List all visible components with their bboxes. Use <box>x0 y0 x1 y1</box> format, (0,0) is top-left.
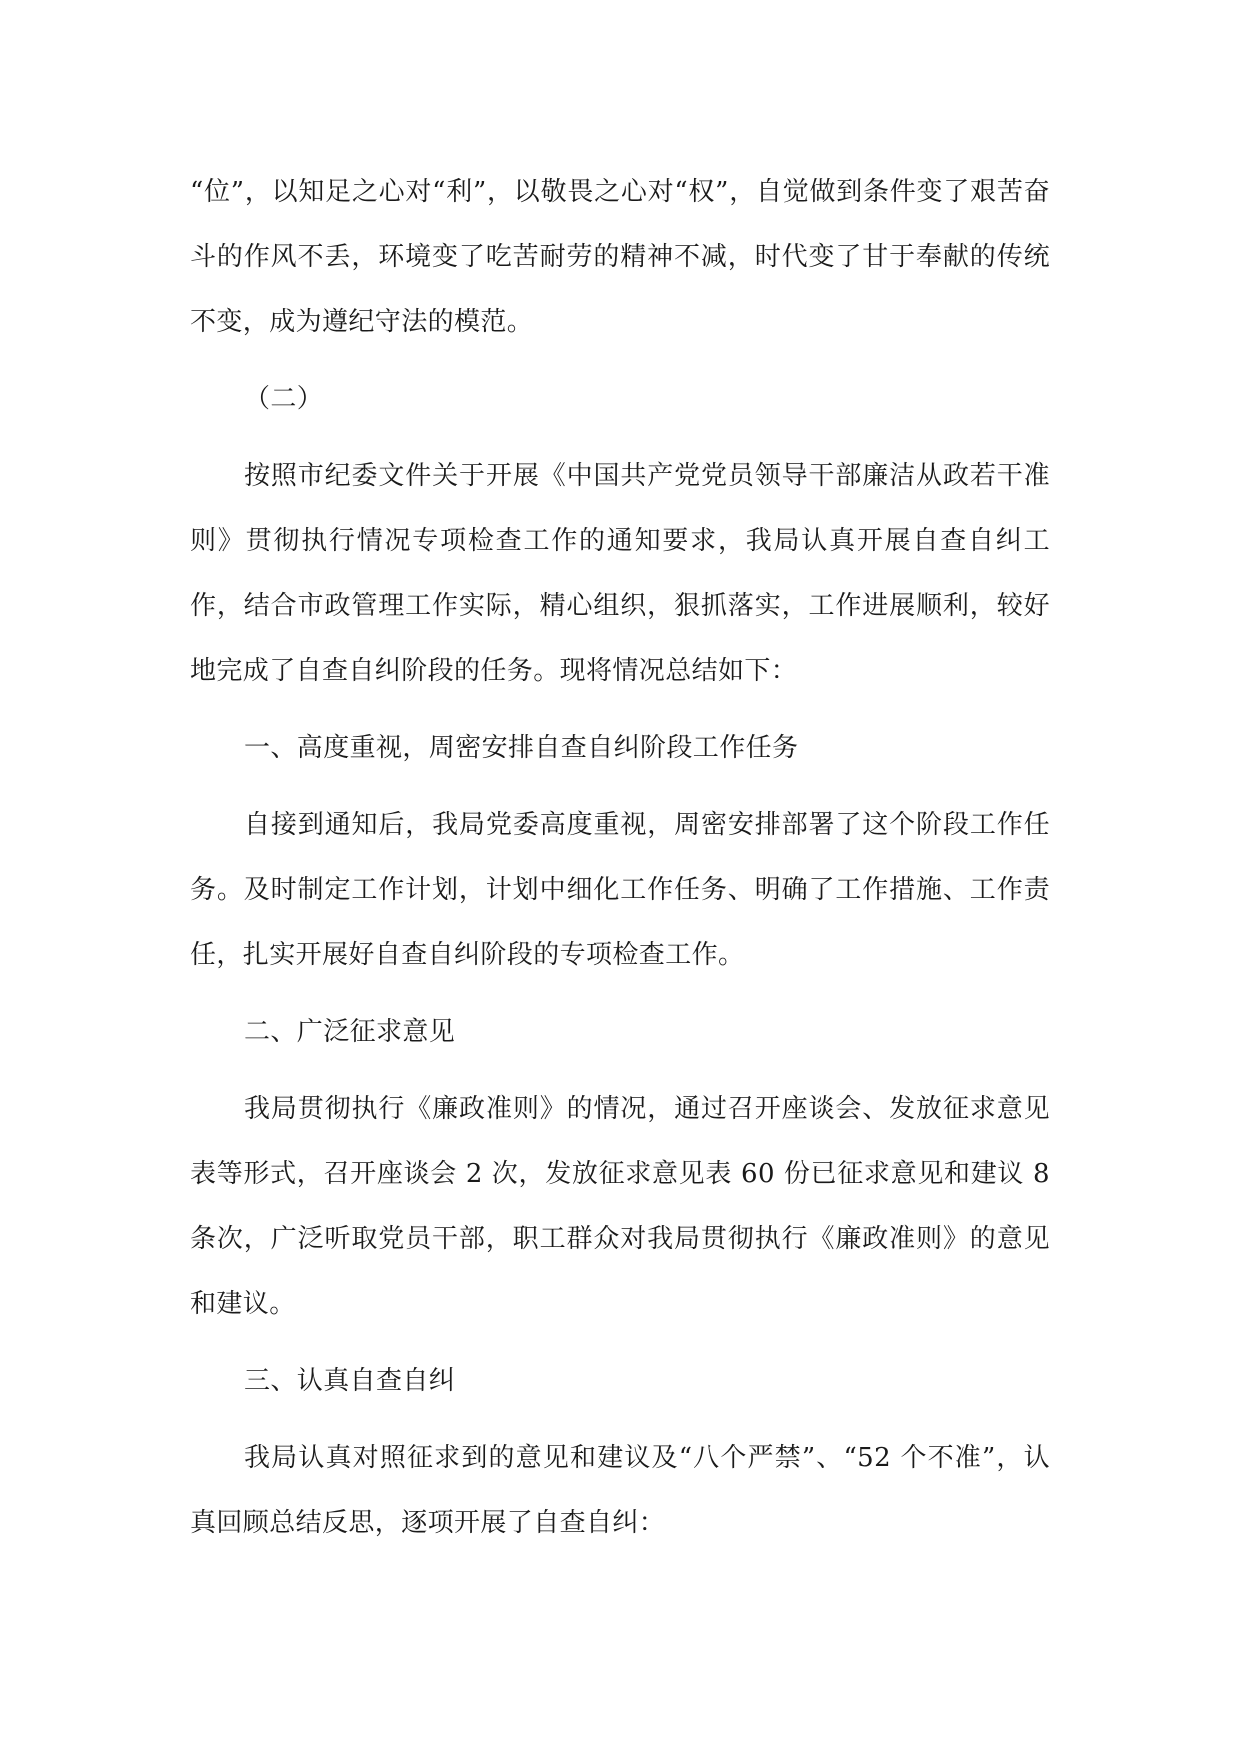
heading-three: 三、认真自查自纠 <box>244 1366 456 1396</box>
heading-two: 二、广泛征求意见 <box>244 1017 456 1047</box>
paragraph-intro: 按照市纪委文件关于开展《中国共产党党员领导干部廉洁从政若干准则》贯彻执行情况专项检查工作的通知要求，我局认真开展自查自纠工作，结合市政管理工作实际，精心组织，狠抓落实，工作进展顺利，较好地完成了自查自纠阶段的任务。现将情况总结如下： <box>190 461 1050 686</box>
section-number: （二） <box>244 384 324 414</box>
paragraph-two: 我局贯彻执行《廉政准则》的情况，通过召开座谈会、发放征求意见表等形式，召开座谈会 2 次，发放征求意见表 60 份已征求意见和建议 8 条次，广泛听取党员干部，职工群众对我局贯彻执行《廉政准则》的意见和建议。 <box>190 1094 1050 1319</box>
document-body <box>190 160 1050 1568</box>
paragraph-continuation: “位”，以知足之心对“利”，以敬畏之心对“权”，自觉做到条件变了艰苦奋斗的作风不丢，环境变了吃苦耐劳的精神不减，时代变了甘于奉献的传统不变，成为遵纪守法的模范。 <box>190 177 1050 337</box>
heading-one: 一、高度重视，周密安排自查自纠阶段工作任务 <box>244 733 799 763</box>
paragraph-three: 我局认真对照征求到的意见和建议及“八个严禁”、“52 个不准”，认真回顾总结反思，逐项开展了自查自纠： <box>190 1443 1050 1538</box>
paragraph-one: 自接到通知后，我局党委高度重视，周密安排部署了这个阶段工作任务。及时制定工作计划，计划中细化工作任务、明确了工作措施、工作责任，扎实开展好自查自纠阶段的专项检查工作。 <box>190 810 1050 970</box>
